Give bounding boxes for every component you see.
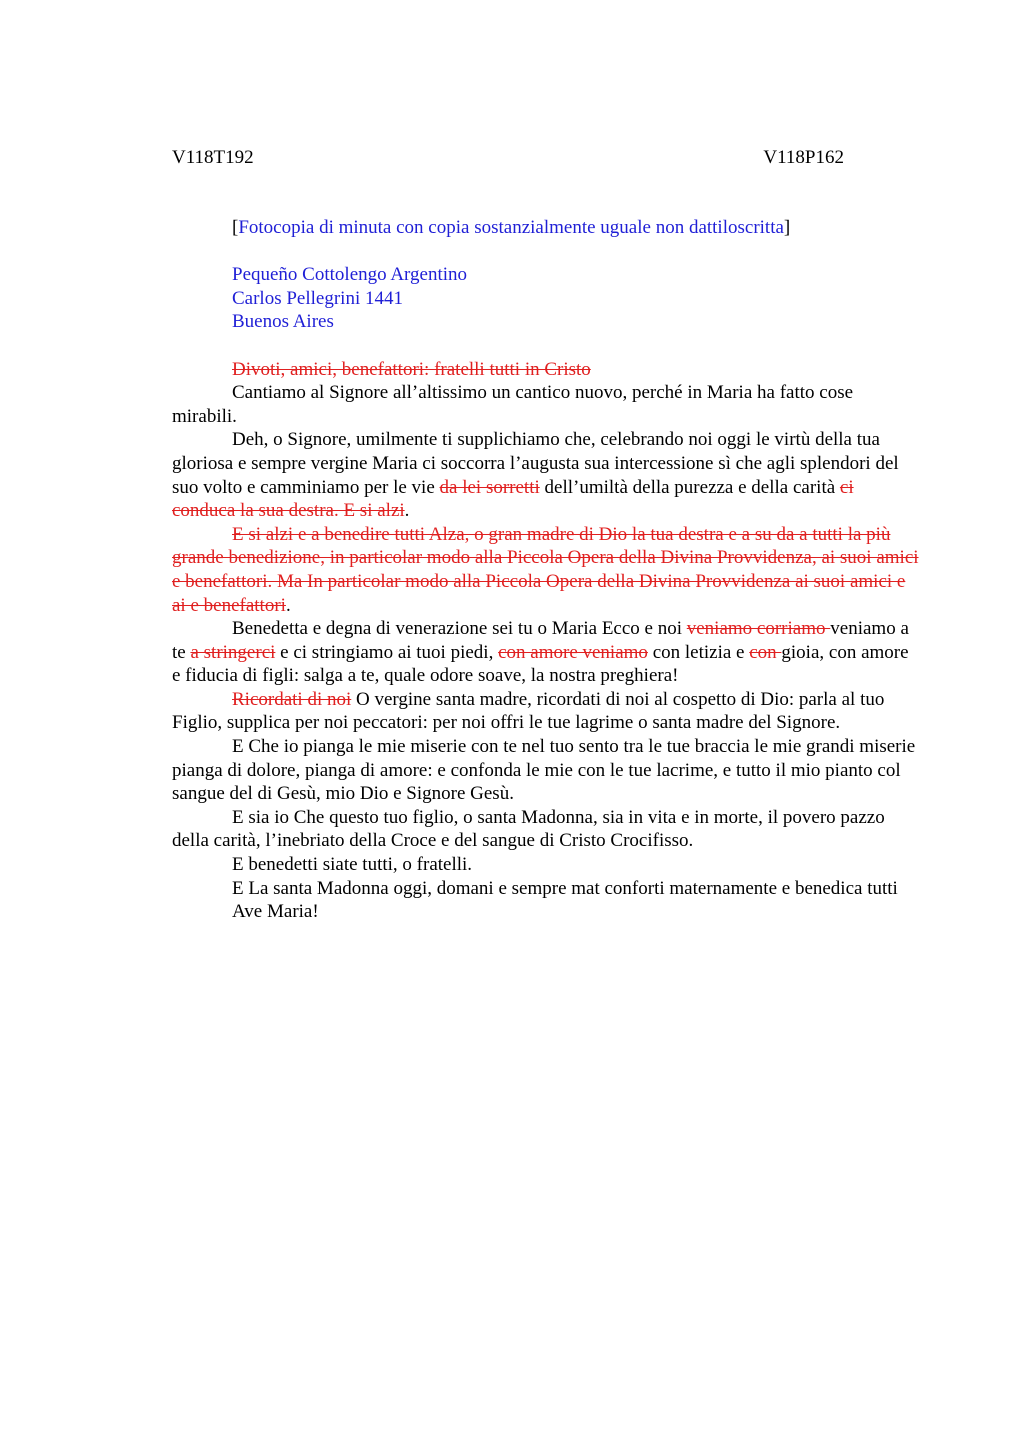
deleted-text: veniamo corriamo xyxy=(686,618,831,640)
deleted-text: con amore veniamo xyxy=(498,641,648,663)
deleted-salutation: Divoti, amici, benefattori: fratelli tutti in Cristo xyxy=(232,358,591,380)
paragraph xyxy=(172,381,920,428)
text-run: veniamo a te xyxy=(172,618,909,663)
text-run: E Che io pianga le mie miserie con te nel tuo sento tra le tue braccia le mie grandi miserie pianga di dolore, pianga di amore: e confonda le mie con le tue lacrime, e tutto il mio pianto col sangue del di Gesù, mio Dio e Signore Gesù. xyxy=(172,736,916,805)
address-line-1: Pequeño Cottolengo Argentino xyxy=(232,264,468,286)
deleted-text: a stringerci xyxy=(190,641,276,663)
paragraph xyxy=(172,617,920,688)
header-left-code: V118T192 xyxy=(172,147,254,168)
text-run: E La santa Madonna oggi, domani e sempre mat conforti maternamente e benedica tutti xyxy=(232,877,898,899)
text-run: dell’umiltà della purezza e della carità xyxy=(539,476,840,498)
text-run: . xyxy=(285,594,291,616)
text-run: E sia io Che questo tuo figlio, o santa Madonna, sia in vita e in morte, il povero pazzo della carità, l’inebriato della Croce e del sangue di Cristo Crocifisso. xyxy=(172,806,885,852)
text-run: E benedetti siate tutti, o fratelli. xyxy=(232,854,473,876)
text-run: O vergine santa madre, ricordati di noi al cospetto di Dio: parla al tuo Figlio, supplica per noi peccatori: per noi offri le tue lagrime o santa madre del Signore. xyxy=(172,688,885,734)
paragraph xyxy=(172,900,920,924)
text-run: Ave Maria! xyxy=(232,901,319,923)
editorial-note-text: Fotocopia di minuta con copia sostanzialmente uguale non dattiloscritta xyxy=(238,217,784,238)
address-line-2: Carlos Pellegrini 1441 xyxy=(232,287,403,309)
editorial-note: [Fotocopia di minuta con copia sostanzialmente uguale non dattiloscritta] xyxy=(232,217,791,238)
text-run: Benedetta e degna di venerazione sei tu o Maria Ecco e noi xyxy=(232,618,687,640)
deleted-text: ci conduca la sua destra. E si alzi xyxy=(172,476,854,522)
address-line-3: Buenos Aires xyxy=(232,311,334,333)
deleted-text: con xyxy=(749,641,782,663)
header-right-code: V118P162 xyxy=(763,147,844,168)
deleted-text: Ricordati di noi xyxy=(232,688,352,710)
text-run: Cantiamo al Signore all’altissimo un cantico nuovo, perché in Maria ha fatto cose mirabili. xyxy=(172,382,854,427)
paragraph xyxy=(172,735,920,806)
paragraph xyxy=(172,523,920,617)
deleted-text: E si alzi e a benedire tutti Alza, o gran madre di Dio la tua destra e a su da a tutti la più grande benedizione, in particolar modo alla Piccola Opera della Divina Provvidenza, ai suoi amici e benefattori. Ma In particolar modo alla Piccola Opera della Divina Provvidenza ai suoi amici e ai e benefattori xyxy=(172,523,919,616)
text-run: con letizia e xyxy=(647,641,750,663)
paragraph xyxy=(172,688,920,735)
paragraph xyxy=(172,877,920,901)
salutation xyxy=(172,358,920,382)
text-run: e ci stringiamo ai tuoi piedi, xyxy=(275,641,499,663)
text-run: gioia, con amore e fiducia di figli: salga a te, quale odore soave, la nostra preghiera! xyxy=(172,641,909,687)
text-run: Deh, o Signore, umilmente ti supplichiamo che, celebrando noi oggi le virtù della tua gloriosa e sempre vergine Maria ci soccorra l’augusta sua intercessione sì che agli splendori del suo volto e camminiamo per le vie xyxy=(172,429,899,498)
letter-body xyxy=(172,216,920,924)
paragraph xyxy=(172,428,920,522)
text-run: . xyxy=(404,500,410,522)
paragraph xyxy=(172,806,920,853)
paragraphs xyxy=(172,381,920,924)
deleted-text: da lei sorretti xyxy=(439,476,540,498)
paragraph xyxy=(172,853,920,877)
